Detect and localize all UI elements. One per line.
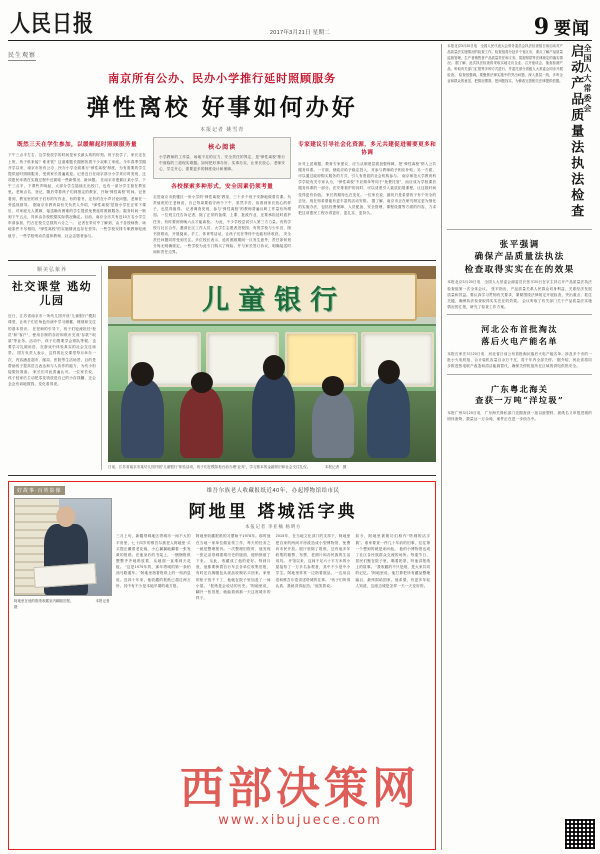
rail-story-4 — [447, 379, 592, 423]
rail-story-3 — [447, 319, 592, 369]
rail-story-2 — [447, 234, 592, 310]
photo-child-4 — [312, 391, 355, 458]
top-article-columns — [8, 137, 436, 256]
bottom-story-headline: 阿地里 塔城活字典 — [188, 502, 358, 523]
photo-child-1 — [121, 379, 164, 457]
column-1-body: 下午三点半左右，这学校放学的时间是家长最头疼的时刻。孩子放学了，家长还在上班，孩子谁来接？谁来管？这道难题长期困扰着不少双职工家庭。今年春季学期开学以来，南京市所有公办、民办小学全面推行“弹性离校”制度，为有需要的学生提供延时照顾服务，受到家长普遍欢迎。记者近日在南京部分小学采访时发现，这项惠民举措在实施过程中还面临一些新情况、新问题。 在南京市建邺区某小学，下午三点半，下课铃声响起，大部分学生陆续走出校门，也有一部分学生留在教室里。老师点名、登记，随后带着孩子们到指定的教室，开始“弹性离校”时间。记者看到，教室里的孩子们有的写作业，有的看书，还有的在小声讨论问题，老师在一旁巡视指导。 据南京市教育局有关负责人介绍，“弹性离校”是指小学在正常下课后，对家庭无人照顾、接送确有困难的学生提供免费延时照顾服务。服务时间一般到下午五点，具体由各校根据实际情况确定。目前，南京全市共有近10万名小学生申请参加，约占在校生总数的六分之一。 记者在采访中了解到，由于各校师资、场地条件不尽相同，“弹性离校”的实施情况也存在差异。一些学校安排专职教师轮流值守，一些学校则动员退休教师、社会志愿者参与。 — [8, 153, 147, 238]
top-article-column-3 — [298, 137, 436, 256]
mid-feature-title: 社交课堂 逃幼儿园 — [11, 279, 93, 308]
rail-divider-2 — [447, 314, 592, 315]
top-article-shoulder: 南京所有公办、民办小学推行延时照顾服务 — [108, 72, 337, 85]
mid-photo-feature — [8, 266, 436, 477]
top-article-headline: 弹性离校 好事如何办好 — [86, 94, 358, 121]
rail-story-2-headline: 张平强调 确保产品质量法执法 检查取得实实在在的效果 — [464, 240, 575, 275]
rail-story-3-headline: 河北公布首批淘汰 落后火电产能名单 — [481, 324, 558, 347]
bottom-story-text-col — [116, 486, 430, 844]
bottom-story-kicker: 好故事·百姓影像 — [14, 486, 65, 495]
bottom-column-1: 三月上旬，新疆塔城地区塔城市一间不大的平房里，七十四岁的维吾尔族老人阿地里·买买提正戴着老花镜，小心翼翼地翻看一张发黄的报纸。在他身后的书架上，一捆捆报纸整整齐齐地码放着，从地面一直堆到天花板。 “这是1979年的，那年塔城的第一条柏油马路通车。”阿地里指着报纸上的一则消息说。近四十年来，他收藏的报纸已超过两万份，其中有不少是本地早期的地方报。 — [116, 534, 191, 588]
bottom-story-shoulder: 维吾尔族老人收藏报纸近40年，办起博物馆给市民 — [206, 488, 340, 495]
column-1-subhead: 既然三天在学生参加，以缓解起时照顾服务量 — [17, 142, 137, 148]
bottom-story — [8, 481, 436, 850]
right-rail — [441, 44, 592, 850]
top-article-column-1 — [8, 137, 146, 256]
watermark-url: www.xibujuece.com — [218, 813, 382, 828]
rail-story-4-headline: 广东粤北海关 查获一万吨“洋垃圾” — [475, 383, 565, 406]
top-article-column-2 — [153, 137, 291, 256]
core-reading-body: 小学教师的工作量、场地不足的压力、安全责任的界定，是“弹性离校”推行中面临的三道现实难题。如何把好事办好、实事办实，让家长放心、老师安心、学生开心，需要更多的制度设计和保障。 — [159, 155, 286, 172]
photo-banner-sign — [131, 273, 417, 320]
top-article-byline: 本报记者 姚雪青 — [199, 127, 245, 133]
rail-divider-1 — [447, 229, 592, 230]
masthead-page-info — [533, 14, 590, 41]
section-title: 要闻 — [554, 19, 590, 39]
issue-date: 2017年3月21日 星期二 — [269, 30, 331, 36]
bottom-story-photo-col — [14, 486, 113, 844]
core-reading-box — [153, 137, 291, 179]
bottom-story-byline: 本报记者 李亚楠 杨明方 — [245, 524, 302, 530]
rail-story-2-body: 本报北京3月20日电 全国人大常委会副委员长张平20日在京主持召开产品质量法执法检查组第一次全体会议。 张平指出，产品质量关系人民群众切身利益，关系经济发展质量和效益。要认真学习贯彻有关要求，紧紧围绕法律规定开展检查，突出重点、抓住关键，确保执法检查取得实实在在的效果。 会议听取了有关部门关于产品质量法实施情况的汇报，研究了检查工作方案。 — [447, 280, 592, 310]
photo-teller-window-3 — [285, 332, 358, 387]
rail-headline-kicker: 全国人大常委会 — [583, 44, 593, 114]
rail-headline-main: 启动产品质量法执法检查 — [568, 44, 584, 220]
mid-feature-body: 近日，江苏省南京市一所幼儿园开设“儿童银行”模拟课堂，让孩子们在角色扮演中学习储蓄、理财和交往的基本常识。 在老师的引导下，孩子们轮流担任“柜员”和“客户”，使用自制的存折和纸币完成“存款”“取款”等业务。活动中，孩子们既要学会排队等候，也要学习礼貌用语，在游戏中体验真实的社会交往场景。 园方负责人表示，这样的社交课堂每月举办一次，内容涵盖超市、邮局、医院等生活场景，目的是帮助孩子提高语言表达和与人协作的能力，为幼小衔接做好准备。 家长们对此普遍认可。一位家长说，孩子回家后主动把零花钱放进自己的小存钱罐，还会念念有词地数钱，变化看得见。 — [8, 314, 96, 387]
bottom-column-4: 如今，阿地里被街坊们称作“塔城的活字典”。谁家要查一件几十年前的旧事，往往第一个想到的就是来问他。 他的小博物馆也成了社区各民族群众交流的场所。每逢节日，居民们聚在院子里，喝着奶茶，听他讲报纸上的故事。 “我收藏的不只是纸，是大家共同的记忆。”阿地里说，他打算把所有藏品整理编目，最终捐给国家。他希望，有更多年轻人知道，这座边城是怎样一天一天变好的。 — [355, 534, 431, 588]
rail-story-4-body: 本报广州3月20日电 广东海关缉私部门近期查获一批以废塑料、废纸名义申报进境的固体废物，数量达一万余吨，案件正在进一步侦办中。 — [447, 411, 592, 422]
bottom-column-3: 2015年，在当地文化部门的支持下，阿地里把自家的两间平房改造成小型博物馆，免费向市民开放。展厅里除了报纸，还有他多年收集的粮票、布票、老照片和各民族的生活用具。 开馆以来，这间不足六十平方米的小屋接待了一万多名参观者，其中不少是中小学生。阿地里常常一边指着展品，一边用汉语和维吾尔语讲述塔城的往事。 “孩子们听得认真，我就讲得起劲。”他笑着说。 — [275, 534, 351, 588]
photo-child-5 — [367, 377, 410, 457]
watermark-text: 西部决策网 — [180, 763, 420, 814]
mid-feature-photo-wrap — [108, 266, 436, 471]
core-reading-title: 核心阅读 — [208, 145, 237, 151]
page-body — [8, 44, 592, 850]
photo-child-3 — [252, 373, 295, 457]
column-3-subhead: 专家建议引导社会化资源，多元共建促进需要更多和协调 — [298, 142, 437, 157]
rail-vertical-headline — [447, 44, 592, 222]
masthead — [8, 6, 592, 41]
photo-held-newspaper — [34, 562, 97, 587]
column-3-body: 针对上述难题，教育专家建议，应当从制度层面加强保障，把“弹性离校”纳入公共服务体系。一方面，财政应给予稳定投入，对参与教师给予相应补贴；另一方面，可以通过政府购买服务的方式，引入有资质的社会机构参与。 南京师范大学教育科学学院有关专家认为，“弹性离校”不应简单等同于“免费托管”，而应成为学校课后服务体系的一部分。在安排看护的同时，可以适度引入素质拓展课程，让这段时间变得更有价值。 家长的期待也在变化。一位家长说，最初只是希望孩子有个安全的去处，现在则希望能有更丰富的活动安排。 据了解，南京市正在研究制定更为细化的实施办法，包括经费保障、人员配备、安全管理、课程设置等方面的内容，力求把这项惠民工程办得更好、更扎实、更持久。 — [298, 161, 437, 216]
bottom-column-2: 阿地里收藏报纸的习惯始于1978年。那时他在当地一家单位做宣传工作，每天的任务之一就是整理报刊。一次整理旧报时，他发现一张记录塔城建城历史的版面，便悄悄留了下来。 从此，收藏成了他的爱好。每到月底，他都要骑着自行车去各单位收集旧报，有时还自掏腰包从废品收购站买回来。家里的柜子放不下了，他就在院子里加盖了一间小屋。 “报纸是会说话的历史。”阿地里说，翻开一张旧报，就能看到那一天这座城市的样子。 — [195, 534, 271, 601]
left-zone — [8, 44, 436, 850]
photo-child-2 — [180, 387, 223, 458]
rail-story-3-body: 本报石家庄3月20日电 河北省日前公布首批淘汰落后火电产能名单，涉及多个市的一批小火电机组，合计装机容量百余万千瓦，将于年内全部关停。 据介绍，河北省将同步推进热电联产改造和清洁能源替代，确保关停机组所在区域的供电供热安全。 — [447, 352, 592, 369]
top-article — [8, 44, 436, 261]
page-number: 9 — [533, 14, 549, 41]
qr-code — [564, 818, 596, 850]
mid-feature-text — [8, 266, 102, 471]
rail-divider-3 — [447, 374, 592, 375]
mid-feature-photo-caption: 日前，江苏省南京市某幼儿园开展“儿童银行”体验活动，孩子们在模拟柜台前办理“业务”，学习基本的金融常识和社会交往礼仪。 本报记者 摄 — [108, 464, 347, 469]
bottom-story-photo-caption: 阿地里在他的报纸收藏室内翻阅旧报。 本报记者 摄 — [14, 599, 113, 609]
top-article-kicker: 民生观察 — [8, 50, 36, 61]
bottom-story-photo — [14, 498, 112, 596]
photo-banner-text: 儿童银行 — [202, 284, 347, 316]
rail-lead-body: 本报北京3月20日电 全国人民代表大会常务委员会执法检查组日前启动对产品质量法实施情况的检查工作。检查组将分赴多个省区市，重点了解产品质量监督管理、生产者销售者产品质量责任和义务、损害赔偿等法律规定的落实情况。 据了解，此次执法检查将采取实地走访企业、召开座谈会、抽查检测产品、听取有关部门汇报等多种方式进行，并委托部分省级人大常委会同步开展检查。 检查组强调，要聚焦法律实施中的突出问题，深入基层一线，多听企业和群众的意见，把情况摸准、把问题找实，为修改完善相关法律提供依据。 — [447, 44, 563, 83]
bottom-story-columns — [116, 533, 430, 844]
column-2-subhead: 各校探索多种形式，安全因素仍须考量 — [171, 183, 274, 190]
kids-bank-photo — [108, 266, 436, 462]
mid-feature-kicker: 顺美弘象养 — [8, 266, 96, 276]
newspaper-logo: 人民日报 — [10, 9, 94, 37]
column-2-body: 走进南京市鼓楼区一所小学的“弹性离校”教室，三十多个孩子安静地做着功课。负责值班的王老师说，自己每周要值守两个下午，虽然辛苦，但看到家长放心的样子，也觉得值得。 记者调查发现，参与“弹性离校”的教师普遍反映工作量有所增加。一位班主任告诉记者，除了正常的备课、上课、批改作业，还要承担延时看护任务，有时要到傍晚六点才能离校。 为此，不少学校尝试引入第三方力量。有的学校与社区合作，邀请社区工作人员、大学生志愿者进校园；有的学校与少年宫、图书馆联动，开展阅读、手工、体育等活动，让孩子们在等待中也能有所收获。 安全责任问题同样受到关注。多位校长表示，延时照顾期间一旦发生意外，责任如何划分尚无明确规定。一些学校为此专门购买了保险，并与家长签订协议，明确接送时间和责任边界。 — [153, 194, 292, 255]
